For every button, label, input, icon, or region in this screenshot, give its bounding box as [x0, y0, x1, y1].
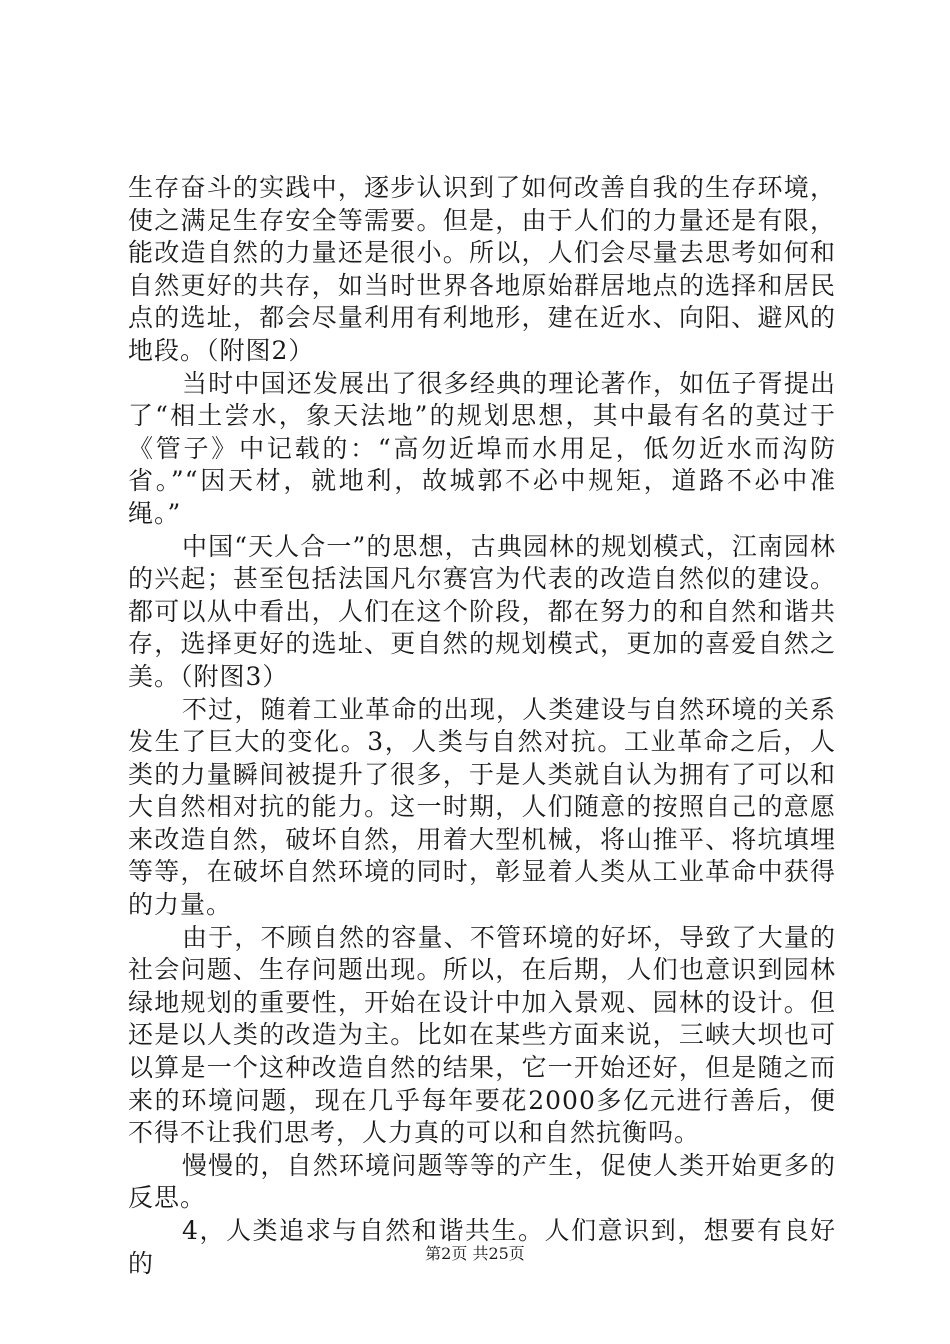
paragraph-5: 由于，不顾自然的容量、不管环境的好坏，导致了大量的社会问题、生存问题出现。所以，在后期，人们也意识到园林绿地规划的重要性，开始在设计中加入景观、园林的设计。但还是以人类的改造为主。比如在某些方面来说，三峡大坝也可以算是一个这种改造自然的结果，它一开始还好，但是随之而来的环境问题，现在几乎每年要花2000多亿元进行善后，便不得不让我们思考，人力真的可以和自然抗衡吗。 [128, 922, 836, 1148]
paragraph-7: 4，人类追求与自然和谐共生。人们意识到，想要有良好的 [128, 1216, 836, 1278]
paragraph-3: 中国“天人合一”的思想，古典园林的规划模式，江南园林的兴起；甚至包括法国凡尔赛宫为代表的改造自然似的建设。都可以从中看出，人们在这个阶段，都在努力的和自然和谐共存，选择更好的选址、更自然的规划模式，更加的喜爱自然之美。（附图3） [128, 531, 836, 691]
paragraph-1: 生存奋斗的实践中，逐步认识到了如何改善自我的生存环境，使之满足生存安全等需要。但是，由于人们的力量还是有限，能改造自然的力量还是很小。所以，人们会尽量去思考如何和自然更好的共存，如当时世界各地原始群居地点的选择和居民点的选址，都会尽量利用有利地形，建在近水、向阳、避风的地段。（附图2） [128, 173, 836, 365]
body-text [128, 172, 836, 1280]
page-footer: 第2页 共25页 [425, 1244, 525, 1263]
paragraph-6: 慢慢的，自然环境问题等等的产生，促使人类开始更多的反思。 [128, 1150, 836, 1213]
paragraph-4: 不过，随着工业革命的出现，人类建设与自然环境的关系发生了巨大的变化。3，人类与自然对抗。工业革命之后，人类的力量瞬间被提升了很多，于是人类就自认为拥有了可以和大自然相对抗的能力。这一时期，人们随意的按照自己的意愿来改造自然，破坏自然，用着大型机械，将山推平、将坑填埋等等，在破坏自然环境的同时，彰显着人类从工业革命中获得的力量。 [128, 694, 836, 920]
paragraph-2: 当时中国还发展出了很多经典的理论著作，如伍子胥提出了“相土尝水，象天法地”的规划思想，其中最有名的莫过于《管子》中记载的：“高勿近埠而水用足，低勿近水而沟防省。”“因天材，就地利，故城郭不必中规矩，道路不必中准绳。” [128, 368, 836, 528]
